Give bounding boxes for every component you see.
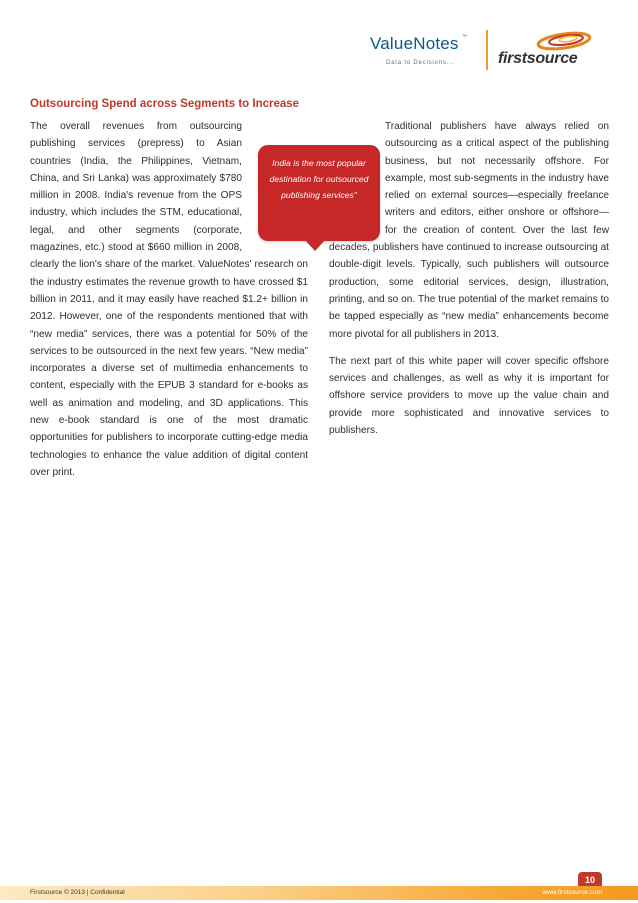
page-number: 10 bbox=[578, 872, 602, 888]
valuenotes-tagline: Data to Decisions... bbox=[386, 60, 455, 66]
footer-bar bbox=[0, 886, 638, 900]
left-paragraph: The overall revenues from outsourcing publishing services (prepress) to Asian countries (India, the Philippines, Vietnam, China, and Sri Lanka) was approximately $780 million in 2008. India's revenue from the OPS industry, which includes the STM, educational, legal, and other segments (corporate, magazines, etc.) stood at $660 million in 2008, clearly the lion's share of the market. ValueNotes' research on the industry estimates the revenue growth to have crossed $1 billion in 2011, and it may easily have reached $1.2+ billion in 2012. However, one of the respondents mentioned that with “new media” services, there was a potential for 50% of the services to be outsourced in the next few years. “New media” incorporates a diverse set of multimedia enhancements to content, especially with the EPUB 3 standard for e-books as well as animation and modeling, and 3D applications. This new e-book standard is one of the most dramatic opportunities for publishers to incorporate cutting-edge media technologies to enhance the value addition of digital content over print. bbox=[30, 121, 308, 478]
footer-copyright: Firstsource © 2013 | Confidential bbox=[30, 889, 125, 896]
firstsource-swirl-icon bbox=[524, 30, 594, 52]
valuenotes-name: ValueNotes bbox=[370, 34, 459, 53]
valuenotes-trademark: ™ bbox=[462, 34, 467, 40]
logo-divider bbox=[486, 30, 488, 70]
firstsource-name: firstsource bbox=[498, 50, 578, 67]
valuenotes-logo bbox=[362, 30, 472, 70]
callout-tail bbox=[304, 239, 326, 251]
header-logos bbox=[362, 28, 602, 72]
firstsource-logo bbox=[494, 28, 602, 72]
footer-website: www.firstsource.com bbox=[542, 889, 602, 896]
callout-box bbox=[258, 145, 380, 241]
right-paragraph-2: The next part of this white paper will cover specific offshore services and challenges, as well as why it is important for offshore service providers to move up the value chain and provide more sophisticated and innovative services to publishers. bbox=[329, 355, 609, 437]
right-paragraph-1: Traditional publishers have always relied on outsourcing as a critical aspect of the publishing business, but not necessarily offshore. For example, most sub-segments in the industry have relied on external sources—especially freelance writers and editors, either onshore or offshore—for the creation of content. Over the last few decades, publishers have continued to increase outsourcing at double-digit levels. Typically, such publishers will outsource production, some editorial services, design, illustration, printing, and so on. The true potential of the market remains to be tapped especially as “new media” enhancements become more pivotal for all publishers in 2013. bbox=[329, 121, 609, 340]
section-title: Outsourcing Spend across Segments to Increase bbox=[30, 98, 300, 110]
callout-text: India is the most popular destination for outsourced publishing services" bbox=[269, 158, 369, 200]
